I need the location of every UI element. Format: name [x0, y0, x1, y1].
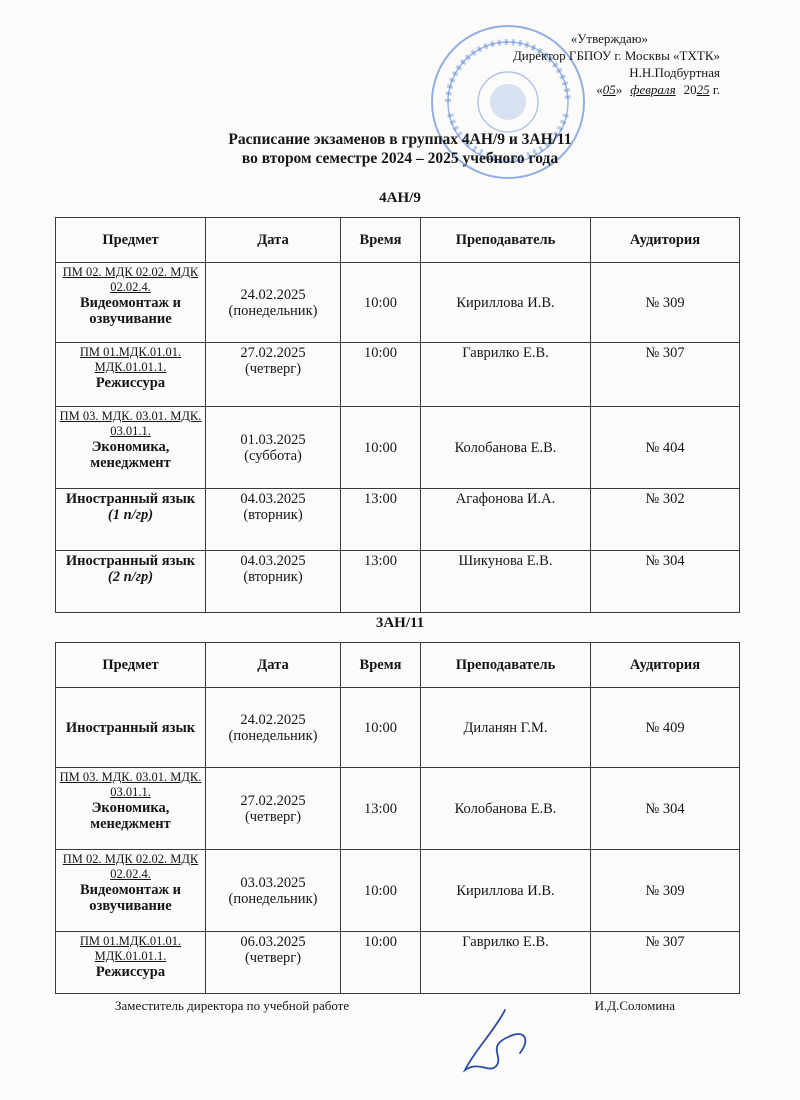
table-row	[56, 932, 740, 994]
schedule-table-3an11	[55, 642, 740, 994]
header-teacher: Преподаватель	[421, 218, 591, 263]
header-time: Время	[341, 218, 421, 263]
cell-subject: ПМ 02. МДК 02.02. МДК 02.02.4. Видеомонтаж и озвучивание	[56, 263, 206, 343]
cell-time: 13:00	[341, 768, 421, 850]
header-time: Время	[341, 643, 421, 688]
cell-subject: Иностранный язык (1 п/гр)	[56, 489, 206, 551]
cell-subject: ПМ 01.МДК.01.01. МДК.01.01.1. Режиссура	[56, 343, 206, 407]
cell-time: 10:00	[341, 688, 421, 768]
title-line-2: во втором семестре 2024 – 2025 учебного года	[241, 150, 559, 167]
approval-year-tail: г.	[712, 82, 720, 97]
handwritten-signature	[435, 1005, 555, 1085]
table-row	[56, 489, 740, 551]
header-teacher: Преподаватель	[421, 643, 591, 688]
table-row	[56, 263, 740, 343]
cell-time: 13:00	[341, 489, 421, 551]
cell-date: 27.02.2025 (четверг)	[206, 343, 341, 407]
cell-subject: ПМ 02. МДК 02.02. МДК 02.02.4. Видеомонтаж и озвучивание	[56, 850, 206, 932]
cell-room: № 409	[591, 688, 740, 768]
cell-teacher: Гаврилко Е.В.	[421, 343, 591, 407]
cell-time: 10:00	[341, 263, 421, 343]
cell-room: № 304	[591, 768, 740, 850]
cell-room: № 404	[591, 407, 740, 489]
cell-subject: ПМ 03. МДК. 03.01. МДК. 03.01.1. Экономика, менеджмент	[56, 768, 206, 850]
cell-room: № 309	[591, 850, 740, 932]
table-header-row	[56, 218, 740, 263]
cell-subject: ПМ 01.МДК.01.01. МДК.01.01.1. Режиссура	[56, 932, 206, 994]
approval-month: февраля	[630, 82, 676, 97]
cell-teacher: Колобанова Е.В.	[421, 768, 591, 850]
approval-year-prefix: 20	[683, 82, 697, 97]
cell-teacher: Шикунова Е.В.	[421, 551, 591, 613]
page-title	[0, 130, 800, 168]
cell-time: 10:00	[341, 407, 421, 489]
group-title-3an11: 3АН/11	[375, 615, 425, 631]
approval-day: 05	[602, 82, 616, 97]
cell-time: 10:00	[341, 850, 421, 932]
schedule-table-4an9	[55, 217, 740, 613]
cell-date: 01.03.2025 (суббота)	[206, 407, 341, 489]
table-header-row	[56, 643, 740, 688]
table-row	[56, 768, 740, 850]
header-date: Дата	[206, 218, 341, 263]
cell-teacher: Агафонова И.А.	[421, 489, 591, 551]
cell-subject: ПМ 03. МДК. 03.01. МДК. 03.01.1. Экономика, менеджмент	[56, 407, 206, 489]
table-row	[56, 407, 740, 489]
table-row	[56, 551, 740, 613]
table-row	[56, 343, 740, 407]
approval-date: «05» февраля 2025 г.	[596, 82, 720, 97]
header-room: Аудитория	[591, 218, 740, 263]
cell-time: 10:00	[341, 932, 421, 994]
cell-time: 13:00	[341, 551, 421, 613]
header-subject: Предмет	[56, 218, 206, 263]
cell-teacher: Кириллова И.В.	[421, 850, 591, 932]
footer-position: Заместитель директора по учебной работе	[115, 998, 350, 1013]
approval-heading: «Утверждаю»	[570, 31, 648, 46]
cell-room: № 307	[591, 343, 740, 407]
footer-signer: И.Д.Соломина	[594, 998, 675, 1013]
cell-room: № 304	[591, 551, 740, 613]
header-date: Дата	[206, 643, 341, 688]
footer	[115, 998, 675, 1014]
title-line-1: Расписание экзаменов в группах 4АН/9 и 3АН/11	[228, 131, 572, 148]
cell-date: 04.03.2025 (вторник)	[206, 551, 341, 613]
cell-teacher: Кириллова И.В.	[421, 263, 591, 343]
cell-time: 10:00	[341, 343, 421, 407]
table-row	[56, 688, 740, 768]
cell-date: 27.02.2025 (четверг)	[206, 768, 341, 850]
cell-teacher: Колобанова Е.В.	[421, 407, 591, 489]
cell-date: 24.02.2025 (понедельник)	[206, 263, 341, 343]
approval-year-suffix: 25	[696, 82, 710, 97]
cell-room: № 307	[591, 932, 740, 994]
cell-date: 03.03.2025 (понедельник)	[206, 850, 341, 932]
header-room: Аудитория	[591, 643, 740, 688]
cell-subject: Иностранный язык (2 п/гр)	[56, 551, 206, 613]
cell-teacher: Диланян Г.М.	[421, 688, 591, 768]
approval-signer: Н.Н.Подбуртная	[629, 65, 720, 80]
approval-position: Директор ГБПОУ г. Москвы «ТХТК»	[512, 48, 720, 63]
table-row	[56, 850, 740, 932]
cell-date: 24.02.2025 (понедельник)	[206, 688, 341, 768]
header-subject: Предмет	[56, 643, 206, 688]
cell-subject: Иностранный язык	[56, 688, 206, 768]
group-title-4an9: 4АН/9	[379, 190, 421, 206]
cell-date: 06.03.2025 (четверг)	[206, 932, 341, 994]
cell-teacher: Гаврилко Е.В.	[421, 932, 591, 994]
cell-date: 04.03.2025 (вторник)	[206, 489, 341, 551]
cell-room: № 309	[591, 263, 740, 343]
approval-block	[470, 30, 720, 98]
cell-room: № 302	[591, 489, 740, 551]
